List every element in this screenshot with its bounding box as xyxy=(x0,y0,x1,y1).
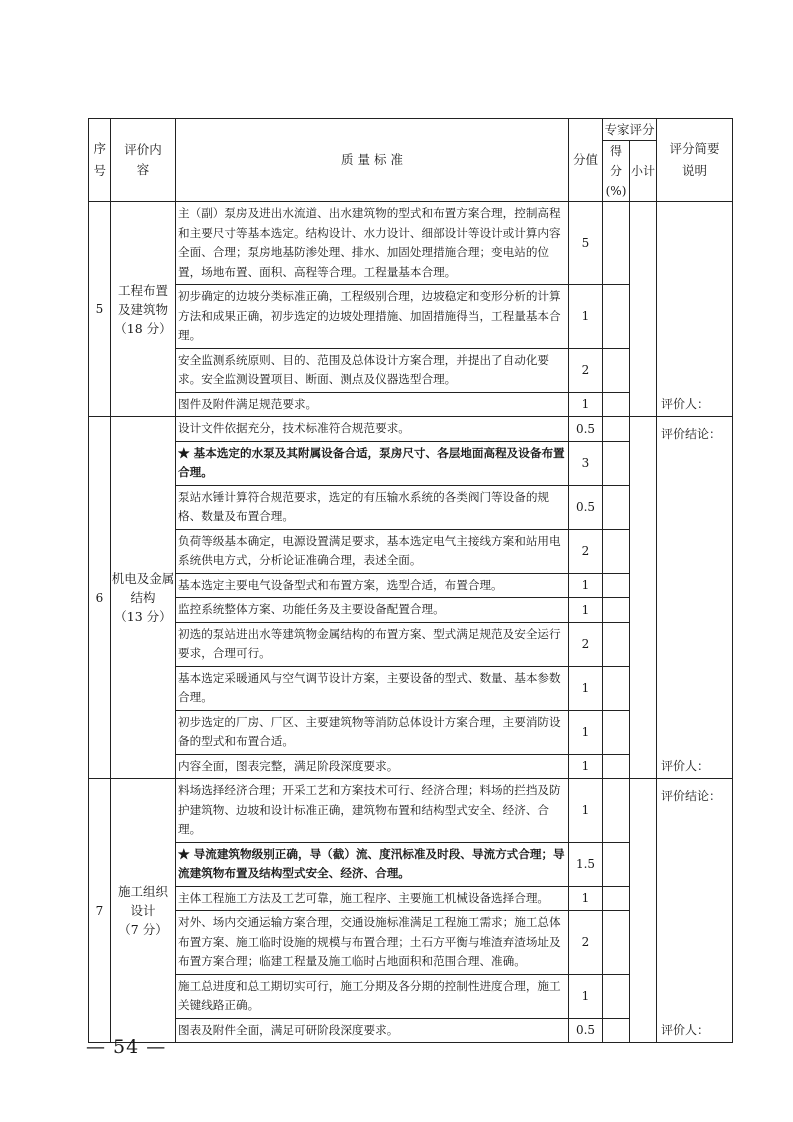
subtotal-cell[interactable] xyxy=(630,779,657,1043)
category-line: （18 分） xyxy=(114,320,172,336)
standard-text: 图件及附件满足规范要求。 xyxy=(176,392,569,417)
got-score-cell[interactable] xyxy=(603,974,630,1018)
subtotal-cell[interactable] xyxy=(630,202,657,417)
score-value: 1 xyxy=(569,666,603,710)
section-seq: 6 xyxy=(89,417,111,779)
standard-text: 初选的泵站进出水等建筑物金属结构的布置方案、型式满足规范及安全运行要求，合理可行。 xyxy=(176,622,569,666)
score-value: 1 xyxy=(569,886,603,911)
remark-conclusion-label: 评价结论： xyxy=(661,427,722,441)
score-value: 1 xyxy=(569,598,603,623)
standard-text: 泵站水锤计算符合规范要求，选定的有压输水系统的各类阀门等设备的规格、数量及布置合理。 xyxy=(176,485,569,529)
header-remark: 评分简要说明 xyxy=(657,119,733,202)
remark-cell[interactable] xyxy=(657,417,733,779)
standard-text: 监控系统整体方案、功能任务及主要设备配置合理。 xyxy=(176,598,569,623)
header-expert: 专家评分 xyxy=(603,119,657,141)
standard-text: 设计文件依据充分，技术标准符合规范要求。 xyxy=(176,417,569,442)
score-value: 0.5 xyxy=(569,1018,603,1043)
section-category xyxy=(111,202,176,417)
got-score-cell[interactable] xyxy=(603,911,630,975)
category-line: 设计 xyxy=(130,903,156,918)
got-score-cell[interactable] xyxy=(603,1018,630,1043)
subtotal-cell[interactable] xyxy=(630,417,657,779)
table-row xyxy=(89,202,733,285)
standard-text: 内容全面，图表完整，满足阶段深度要求。 xyxy=(176,754,569,779)
score-value: 0.5 xyxy=(569,417,603,442)
section-category xyxy=(111,779,176,1043)
score-value: 1 xyxy=(569,754,603,779)
got-score-cell[interactable] xyxy=(603,529,630,573)
standard-text: 施工总进度和总工期切实可行，施工分期及各分期的控制性进度合理，施工关键线路正确。 xyxy=(176,974,569,1018)
got-score-cell[interactable] xyxy=(603,417,630,442)
header-got: 得分(%) xyxy=(603,141,630,202)
page-number: — 54 — xyxy=(86,1036,167,1058)
remark-evaluator-label: 评价人： xyxy=(661,397,710,411)
remark-evaluator-label: 评价人： xyxy=(661,1023,710,1037)
score-value: 2 xyxy=(569,622,603,666)
section-category xyxy=(111,417,176,779)
standard-text: 基本选定主要电气设备型式和布置方案，选型合适，布置合理。 xyxy=(176,573,569,598)
score-value: 2 xyxy=(569,529,603,573)
standard-text: 负荷等级基本确定，电源设置满足要求，基本选定电气主接线方案和站用电系统供电方式，分析论证准确合理，表述全面。 xyxy=(176,529,569,573)
got-score-cell[interactable] xyxy=(603,710,630,754)
remark-conclusion-label xyxy=(659,206,661,210)
category-line: 工程布置 xyxy=(117,282,168,298)
standard-text: 初步选定的厂房、厂区、主要建筑物等消防总体设计方案合理，主要消防设备的型式和布置合适。 xyxy=(176,710,569,754)
standard-text: 料场选择经济合理；开采工艺和方案技术可行、经济合理；料场的拦挡及防护建筑物、边坡和设计标准正确，建筑物布置和结构型式安全、经济、合理。 xyxy=(176,779,569,843)
got-score-cell[interactable] xyxy=(603,779,630,843)
score-value: 1 xyxy=(569,392,603,417)
score-value: 1 xyxy=(569,573,603,598)
header-seq: 序号 xyxy=(89,119,111,202)
got-score-cell[interactable] xyxy=(603,485,630,529)
category-line: 机电及金属 xyxy=(111,571,175,586)
standard-text: 主体工程施工方法及工艺可靠，施工程序、主要施工机械设备选择合理。 xyxy=(176,886,569,911)
header-subtotal: 小计 xyxy=(630,141,657,202)
score-value: 1 xyxy=(569,285,603,349)
got-score-cell[interactable] xyxy=(603,392,630,417)
score-value: 2 xyxy=(569,348,603,392)
remark-evaluator-label: 评价人： xyxy=(661,759,710,773)
remark-conclusion-label: 评价结论： xyxy=(661,789,722,803)
got-score-cell[interactable] xyxy=(603,202,630,285)
remark-cell[interactable] xyxy=(657,202,733,417)
got-score-cell[interactable] xyxy=(603,886,630,911)
standard-text: 主（副）泵房及进出水流道、出水建筑物的型式和布置方案合理，控制高程和主要尺寸等基本选定。结构设计、水力设计、细部设计等设计或计算内容全面、合理；泵房地基防渗处理、排水、加固处理措施合理；变电站的位置，场地布置、面积、高程等合理。工程量基本合理。 xyxy=(176,202,569,285)
got-score-cell[interactable] xyxy=(603,598,630,623)
got-score-cell[interactable] xyxy=(603,666,630,710)
table-body xyxy=(89,202,733,1043)
section-seq: 7 xyxy=(89,779,111,1043)
category-line: （7 分） xyxy=(118,922,168,937)
standard-text: ★ 导流建筑物级别正确，导（截）流、度汛标准及时段、导流方式合理；导流建筑物布置及结构型式安全、经济、合理。 xyxy=(176,842,569,886)
got-score-cell[interactable] xyxy=(603,285,630,349)
header-score: 分值 xyxy=(569,119,603,202)
category-line: 结构 xyxy=(130,590,156,605)
got-score-cell[interactable] xyxy=(603,842,630,886)
got-score-cell[interactable] xyxy=(603,754,630,779)
category-line: 及建筑物 xyxy=(117,301,168,317)
score-value: 1.5 xyxy=(569,842,603,886)
score-value: 0.5 xyxy=(569,485,603,529)
standard-text: 基本选定采暖通风与空气调节设计方案，主要设备的型式、数量、基本参数合理。 xyxy=(176,666,569,710)
score-value: 2 xyxy=(569,911,603,975)
standard-text: ★ 基本选定的水泵及其附属设备合适，泵房尺寸、各层地面高程及设备布置合理。 xyxy=(176,441,569,485)
category-line: 施工组织 xyxy=(117,884,168,899)
header-standard: 质 量 标 准 xyxy=(176,119,569,202)
table-row xyxy=(89,779,733,843)
standard-text: 安全监测系统原则、目的、范围及总体设计方案合理，并提出了自动化要求。安全监测设置项目、断面、测点及仪器选型合理。 xyxy=(176,348,569,392)
score-value: 1 xyxy=(569,710,603,754)
score-value: 1 xyxy=(569,779,603,843)
remark-cell[interactable] xyxy=(657,779,733,1043)
standard-text: 对外、场内交通运输方案合理，交通设施标准满足工程施工需求；施工总体布置方案、施工临时设施的规模与布置合理；土石方平衡与堆渣弃渣场址及布置方案合理；临建工程量及施工临时占地面积和范围合理、准确。 xyxy=(176,911,569,975)
got-score-cell[interactable] xyxy=(603,573,630,598)
header-category: 评价内容 xyxy=(111,119,176,202)
category-line: （13 分） xyxy=(114,609,172,624)
standard-text: 初步确定的边坡分类标准正确，工程级别合理，边坡稳定和变形分析的计算方法和成果正确，初步选定的边坡处理措施、加固措施得当，工程量基本合理。 xyxy=(176,285,569,349)
section-seq: 5 xyxy=(89,202,111,417)
score-value: 5 xyxy=(569,202,603,285)
score-value: 1 xyxy=(569,974,603,1018)
got-score-cell[interactable] xyxy=(603,622,630,666)
evaluation-table xyxy=(88,118,733,1043)
got-score-cell[interactable] xyxy=(603,348,630,392)
table-row xyxy=(89,417,733,442)
score-value: 3 xyxy=(569,441,603,485)
got-score-cell[interactable] xyxy=(603,441,630,485)
standard-text: 图表及附件全面，满足可研阶段深度要求。 xyxy=(176,1018,569,1043)
